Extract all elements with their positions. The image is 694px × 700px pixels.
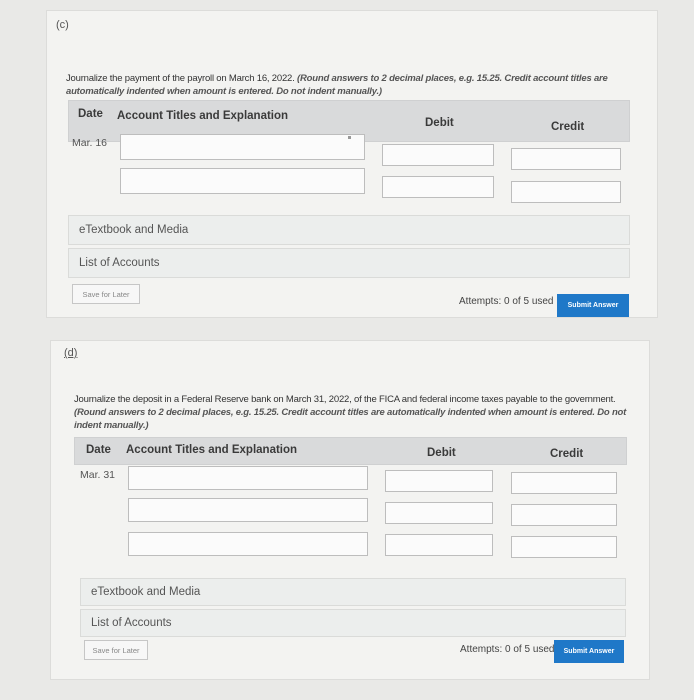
part-d-instruction-note: (Round answers to 2 decimal places, e.g. 15.25. Credit account titles are automatically indented when amount is entered. Do not indent manually.) — [74, 407, 627, 431]
part-c-date: Mar. 16 — [72, 137, 108, 149]
part-d-submit-button[interactable]: Submit Answer — [554, 640, 624, 663]
col-account-header: Account Titles and Explanation — [126, 444, 298, 456]
part-c-instruction-text: Journalize the payment of the payroll on March 16, 2022. — [66, 73, 295, 84]
part-d-table-header — [74, 437, 627, 465]
col-credit-header: Credit — [550, 448, 584, 460]
part-d-debit-input-1[interactable] — [385, 470, 493, 492]
part-c-submit-button[interactable]: Submit Answer — [557, 294, 629, 317]
part-c-attempts: Attempts: 0 of 5 used — [459, 296, 554, 307]
part-c-etextbook-link[interactable]: eTextbook and Media — [68, 215, 630, 245]
part-c-label: (c) — [56, 19, 69, 31]
part-d-credit-input-1[interactable] — [511, 472, 617, 494]
dropdown-caret-icon — [348, 136, 351, 139]
part-d-label: (d) — [64, 347, 78, 359]
col-debit-header: Debit — [427, 447, 456, 459]
col-date-header: Date — [86, 444, 111, 456]
part-d-instructions — [74, 393, 630, 432]
part-c-list-of-accounts-link[interactable]: List of Accounts — [68, 248, 630, 278]
part-d-debit-input-3[interactable] — [385, 534, 493, 556]
part-c-debit-input-2[interactable] — [382, 176, 494, 198]
part-c-credit-input-1[interactable] — [511, 148, 621, 170]
col-account-header: Account Titles and Explanation — [117, 110, 289, 122]
part-c-instructions — [66, 72, 626, 98]
part-d-save-button[interactable]: Save for Later — [84, 640, 148, 660]
part-d-date: Mar. 31 — [80, 469, 116, 481]
part-d-attempts: Attempts: 0 of 5 used — [460, 644, 555, 655]
part-d-account-input-3[interactable] — [128, 532, 368, 556]
part-c-instruction-note: (Round answers to 2 decimal places, e.g. 15.25. Credit account titles are automatically indented when amount is entered. Do not indent manually.) — [66, 73, 608, 97]
part-c-credit-input-2[interactable] — [511, 181, 621, 203]
part-d-account-input-1[interactable] — [128, 466, 368, 490]
col-date-header: Date — [78, 108, 103, 120]
part-d-debit-input-2[interactable] — [385, 502, 493, 524]
col-debit-header: Debit — [425, 117, 454, 129]
part-d-account-input-2[interactable] — [128, 498, 368, 522]
col-credit-header: Credit — [551, 121, 585, 133]
part-d-instruction-text: Journalize the deposit in a Federal Reserve bank on March 31, 2022, of the FICA and federal income taxes payable to the government. — [74, 394, 616, 405]
part-d-credit-input-2[interactable] — [511, 504, 617, 526]
part-d-credit-input-3[interactable] — [511, 536, 617, 558]
part-d-list-of-accounts-link[interactable]: List of Accounts — [80, 609, 626, 637]
part-c-account-input-1[interactable] — [120, 134, 365, 160]
part-c-debit-input-1[interactable] — [382, 144, 494, 166]
part-d-etextbook-link[interactable]: eTextbook and Media — [80, 578, 626, 606]
part-c-account-input-2[interactable] — [120, 168, 365, 194]
part-c-save-button[interactable]: Save for Later — [72, 284, 140, 304]
